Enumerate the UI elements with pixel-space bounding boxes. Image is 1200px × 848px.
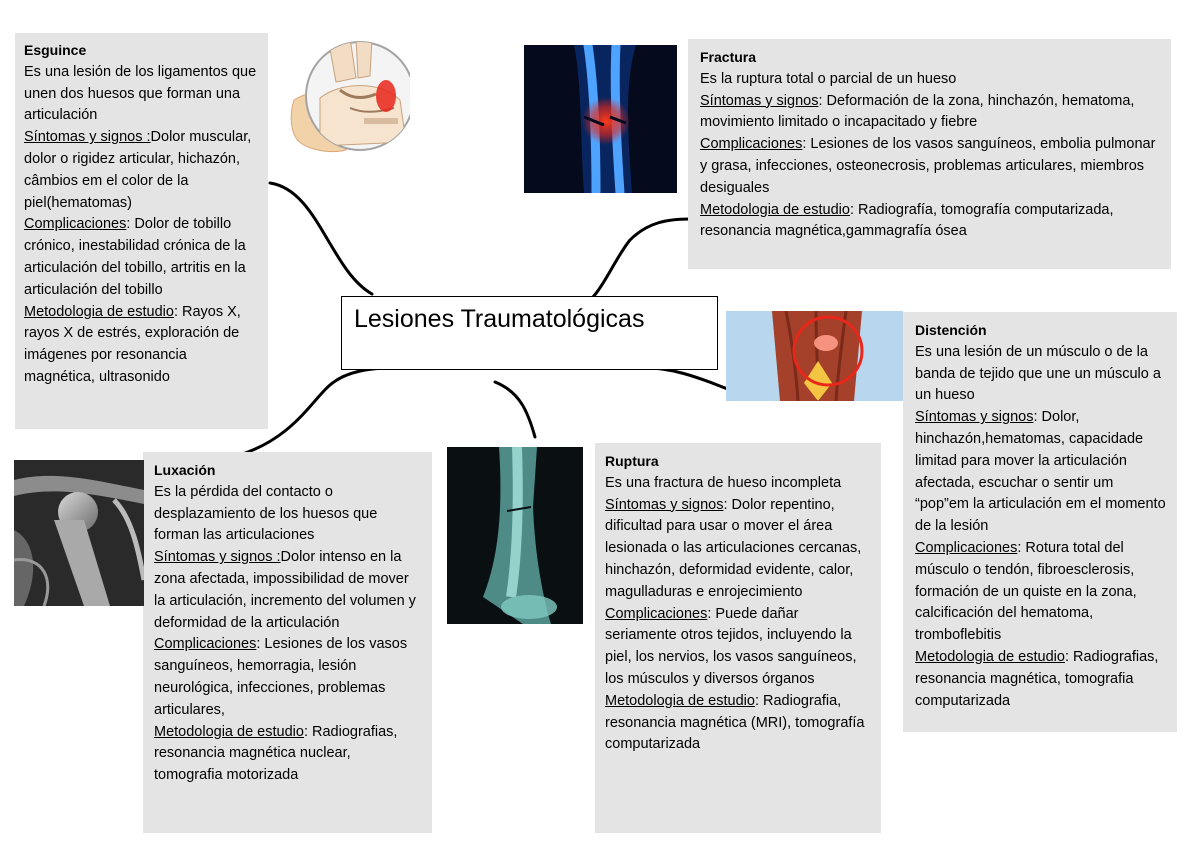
luxacion-metodologia (154, 722, 422, 787)
distencion-metodologia-text: : Radiografias, resonancia magnética, tomografia computarizada (915, 648, 1159, 709)
fractura-metodologia (700, 200, 1159, 244)
ruptura-metodologia (605, 691, 871, 756)
esguince-sintomas-text: Dolor muscular, dolor o rigidez articular, hichazón, câmbios em el color de la piel(hematomas) (24, 129, 252, 211)
connector-fractura (578, 219, 690, 308)
esguince-complicaciones-text: : Dolor de tobillo crónico, inestabilidad crónica de la articulación del tobillo, artritis en la articulación del tobillo (24, 216, 246, 298)
ruptura-complicaciones-text: : Puede dañar seriamente otros tejidos, incluyendo la piel, los nervios, los vasos sanguíneos, los músculos y diversos órganos (605, 605, 857, 687)
ankle-sprain-image (290, 38, 410, 156)
ruptura-metodologia-label: Metodologia de estudio (605, 692, 755, 709)
distencion-metodologia (915, 647, 1167, 712)
luxacion-definition: Es la pérdida del contacto o desplazamiento de los huesos que forman las articulaciones (154, 483, 378, 544)
fractura-metodologia-text: : Radiografía, tomografía computarizada, resonancia magnética,gammagrafía ósea (700, 201, 1114, 240)
esguince-metodologia-label: Metodologia de estudio (24, 303, 174, 320)
ruptura-complicaciones-label: Complicaciones (605, 605, 708, 622)
luxacion-metodologia-label: Metodologia de estudio (154, 723, 304, 740)
distencion-metodologia-label: Metodologia de estudio (915, 648, 1065, 665)
ruptura-definition: Es una fractura de hueso incompleta (605, 474, 842, 491)
connector-ruptura (495, 382, 535, 437)
ruptura-complicaciones (605, 604, 871, 691)
ruptura-sintomas-text: : Dolor repentino, dificultad para usar o mover el área lesionada o las articulaciones cercanas, hinchazón, deformidad evidente, calor, magulladuras e enrojecimiento (605, 496, 862, 600)
knee-strain-image (726, 311, 903, 401)
fractura-sintomas-label: Síntomas y signos (700, 92, 819, 109)
distencion-complicaciones-label: Complicaciones (915, 539, 1018, 556)
luxacion-complicaciones-label: Complicaciones (154, 636, 257, 653)
distencion-definition: Es una lesión de un músculo o de la banda de tejido que une un músculo a un hueso (915, 343, 1161, 404)
node-esguince (15, 33, 268, 429)
esguince-complicaciones (24, 214, 259, 301)
node-ruptura (595, 443, 881, 833)
fractura-title: Fractura (700, 49, 757, 65)
distencion-title: Distención (915, 322, 987, 338)
leg-xray-image (447, 447, 583, 624)
luxacion-sintomas (154, 547, 422, 634)
luxacion-complicaciones (154, 634, 422, 721)
central-topic (341, 296, 718, 370)
node-distencion (903, 312, 1177, 732)
node-luxacion (143, 452, 432, 833)
esguince-metodologia (24, 302, 259, 389)
distencion-sintomas-label: Síntomas y signos (915, 409, 1034, 426)
esguince-title: Esguince (24, 42, 87, 58)
connector-esguince (270, 183, 372, 294)
shoulder-xray-image (14, 460, 144, 606)
esguince-complicaciones-label: Complicaciones (24, 216, 127, 233)
ruptura-metodologia-text: : Radiografia, resonancia magnética (MRI), tomografía computarizada (605, 692, 865, 753)
distencion-sintomas-text: : Dolor, hinchazón,hematomas, capacidade limitad para mover la articulación afectada, escuchar o sentir um “pop”em la articulación em el momento de la lesión (915, 409, 1166, 535)
distencion-complicaciones-text: : Rotura total del músculo o tendón, fibroesclerosis, formación de un quiste en la zona, calcificación del hematoma, tromboflebitis (915, 539, 1137, 644)
central-title: Lesiones Traumatológicas (354, 305, 645, 333)
esguince-definition: Es una lesión de los ligamentos que unen dos huesos que forman una articulación (24, 63, 257, 124)
ruptura-title: Ruptura (605, 453, 659, 469)
esguince-sintomas-label: Síntomas y signos : (24, 129, 151, 146)
luxacion-sintomas-text: Dolor intenso en la zona afectada, impossibilidad de mover la articulación, incremento del volumen y deformidad de la articulación (154, 549, 416, 631)
ruptura-sintomas-label: Síntomas y signos (605, 496, 724, 513)
fractura-definition: Es la ruptura total o parcial de un hueso (700, 70, 957, 87)
distencion-complicaciones (915, 538, 1167, 647)
fractura-sintomas-text: : Deformación de la zona, hinchazón, hematoma, movimiento limitado o incapacitado y fiebre (700, 92, 1135, 131)
ruptura-sintomas (605, 495, 871, 604)
luxacion-title: Luxación (154, 462, 216, 478)
esguince-metodologia-text: : Rayos X, rayos X de estrés, exploración de imágenes por resonancia magnética, ultrasonido (24, 303, 241, 385)
fractura-complicaciones (700, 134, 1159, 199)
luxacion-complicaciones-text: : Lesiones de los vasos sanguíneos, hemorragia, lesión neurológica, infecciones, problemas articulares, (154, 636, 408, 718)
fractura-sintomas (700, 91, 1159, 135)
fractura-complicaciones-text: : Lesiones de los vasos sanguíneos, embolia pulmonar y grasa, infecciones, osteonecrosis, problemas articulares, miembros desiguales (700, 136, 1156, 196)
luxacion-metodologia-text: : Radiografias, resonancia magnética nuclear, tomografia motorizada (154, 723, 398, 784)
esguince-sintomas (24, 127, 259, 214)
fractura-metodologia-label: Metodologia de estudio (700, 201, 850, 218)
distencion-sintomas (915, 407, 1167, 538)
forearm-fracture-image (524, 45, 677, 193)
fractura-complicaciones-label: Complicaciones (700, 136, 803, 153)
luxacion-sintomas-label: Síntomas y signos : (154, 549, 281, 566)
node-fractura (688, 39, 1171, 269)
